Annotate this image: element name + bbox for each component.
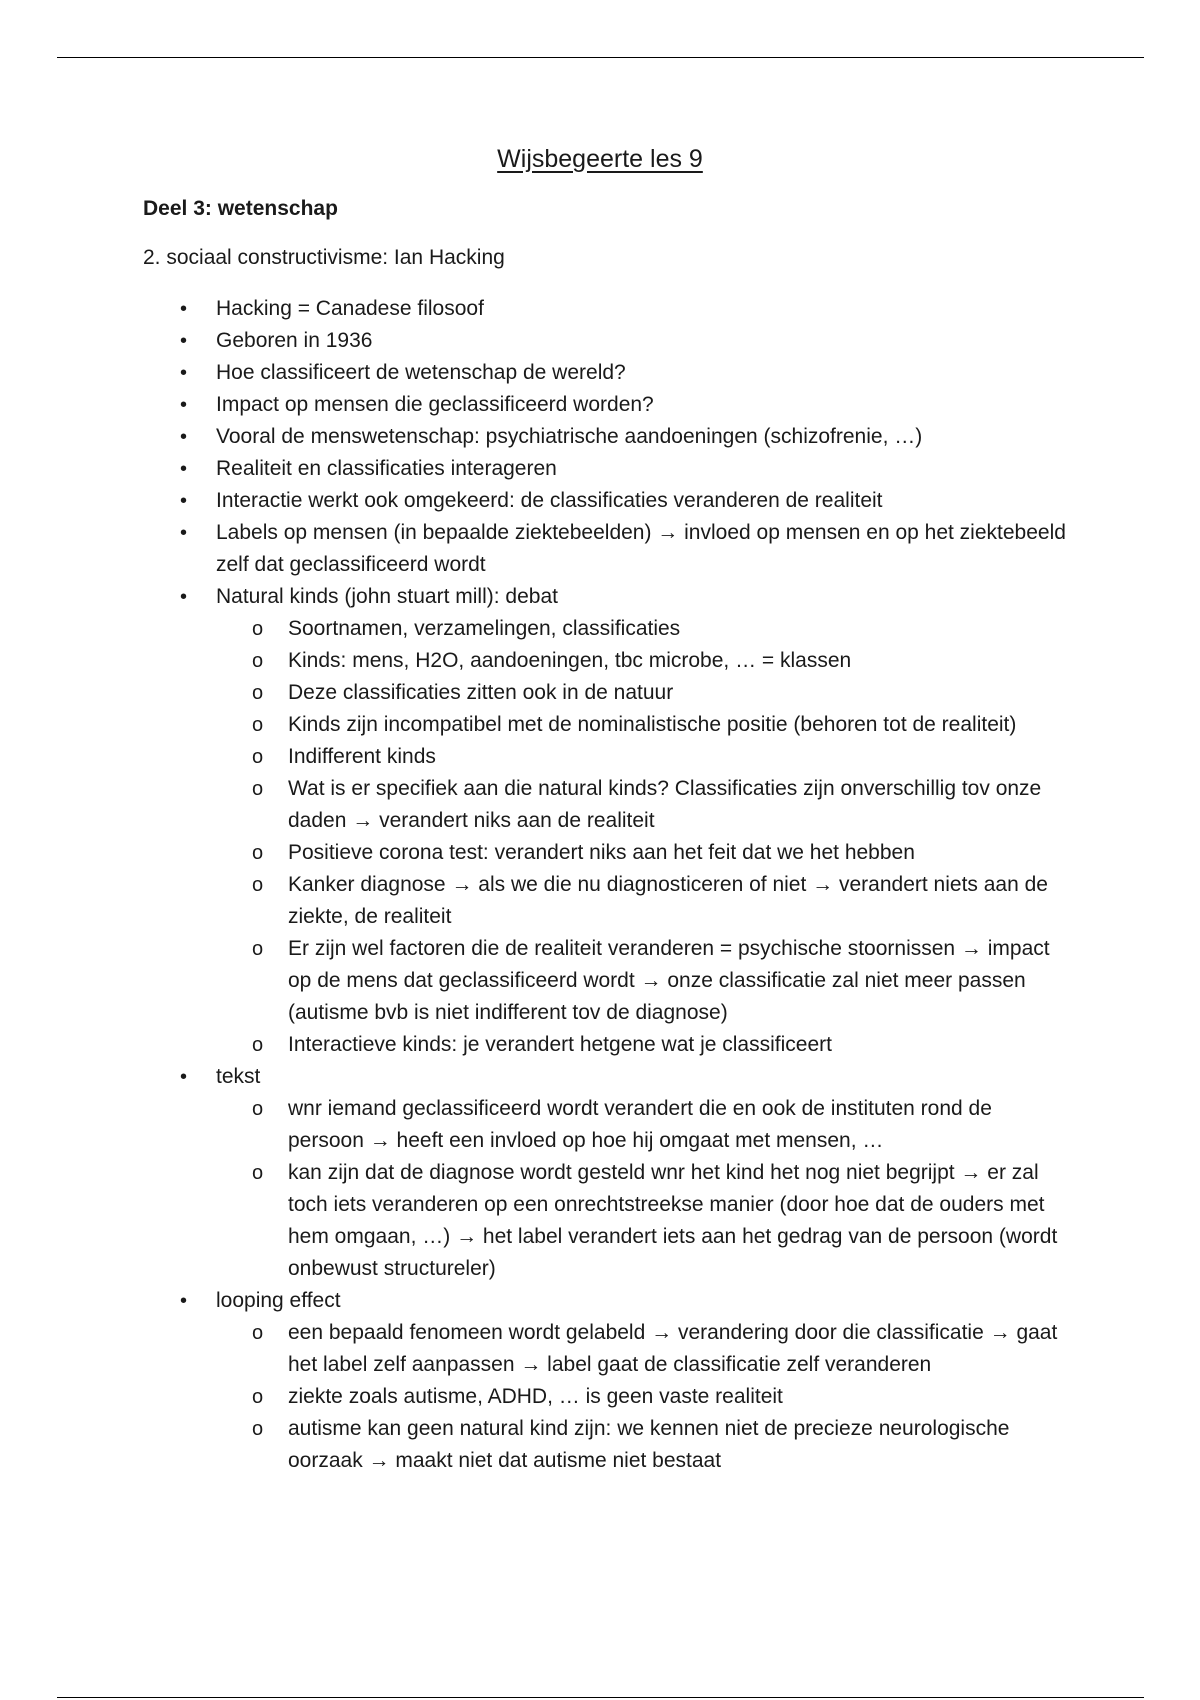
list-item-text: Natural kinds (john stuart mill): debat	[216, 585, 558, 608]
sub-bullet-marker: o	[252, 1034, 264, 1056]
sub-list-item	[216, 1093, 1100, 1157]
list-item	[0, 1061, 1100, 1285]
sub-bullet-marker: o	[252, 842, 264, 864]
list-item	[0, 325, 1100, 357]
sub-list-item	[216, 1317, 1100, 1381]
sub-list-item-text: autisme kan geen natural kind zijn: we kennen niet de precieze neurologische oorzaak → maakt niet dat autisme niet bestaat	[288, 1417, 1010, 1472]
sub-list-item-text: Kanker diagnose → als we die nu diagnosticeren of niet → verandert niets aan de ziekte, de realiteit	[288, 873, 1048, 928]
footer-rule	[57, 1697, 1144, 1698]
document-title: Wijsbegeerte les 9	[497, 145, 703, 173]
sub-list	[216, 613, 1100, 1061]
sub-bullet-marker: o	[252, 938, 264, 960]
sub-list-item	[216, 837, 1100, 869]
list-item	[0, 357, 1100, 389]
sub-bullet-marker: o	[252, 1098, 264, 1120]
list-item	[0, 581, 1100, 1061]
sub-list-item-text: Wat is er specifiek aan die natural kinds? Classificaties zijn onverschillig tov onze daden → verandert niks aan de realiteit	[288, 777, 1042, 832]
sub-bullet-marker: o	[252, 1162, 264, 1184]
sub-bullet-marker: o	[252, 1418, 264, 1440]
sub-bullet-marker: o	[252, 714, 264, 736]
sub-list	[216, 1093, 1100, 1285]
sub-bullet-marker: o	[252, 1322, 264, 1344]
notes-list	[0, 293, 1100, 1477]
list-item-text: Hacking = Canadese filosoof	[216, 297, 484, 320]
sub-list-item-text: Positieve corona test: verandert niks aan het feit dat we het hebben	[288, 841, 915, 864]
sub-list-item	[216, 645, 1100, 677]
list-item-text: Realiteit en classificaties interageren	[216, 457, 557, 480]
list-item	[0, 421, 1100, 453]
list-item	[0, 517, 1100, 581]
sub-list-item	[216, 933, 1100, 1029]
sub-list-item	[216, 709, 1100, 741]
sub-list-item-text: ziekte zoals autisme, ADHD, … is geen vaste realiteit	[288, 1385, 783, 1408]
bullet-marker: •	[180, 394, 188, 416]
list-item-text: Interactie werkt ook omgekeerd: de classificaties veranderen de realiteit	[216, 489, 883, 512]
sub-list-item-text: Interactieve kinds: je verandert hetgene wat je classificeert	[288, 1033, 832, 1056]
header-rule	[57, 57, 1144, 58]
section-heading: Deel 3: wetenschap	[143, 197, 338, 220]
list-item	[0, 389, 1100, 421]
sub-list-item	[216, 677, 1100, 709]
bullet-marker: •	[180, 362, 188, 384]
sub-list-item	[216, 1381, 1100, 1413]
list-item-text: Hoe classificeert de wetenschap de wereld?	[216, 361, 626, 384]
bullet-marker: •	[180, 298, 188, 320]
bullet-marker: •	[180, 1066, 188, 1088]
list-item	[0, 1285, 1100, 1477]
sub-list-item-text: wnr iemand geclassificeerd wordt verandert die en ook de instituten rond de persoon → heeft een invloed op hoe hij omgaat met mensen, …	[288, 1097, 992, 1152]
sub-bullet-marker: o	[252, 1386, 264, 1408]
sub-bullet-marker: o	[252, 650, 264, 672]
sub-list-item-text: Indifferent kinds	[288, 745, 436, 768]
list-item-text: tekst	[216, 1065, 261, 1088]
bullet-marker: •	[180, 426, 188, 448]
sub-bullet-marker: o	[252, 682, 264, 704]
list-item	[0, 485, 1100, 517]
sub-list-item	[216, 1029, 1100, 1061]
sub-bullet-marker: o	[252, 618, 264, 640]
subsection-heading: 2. sociaal constructivisme: Ian Hacking	[143, 246, 505, 269]
list-item-text: looping effect	[216, 1289, 341, 1312]
sub-list-item	[216, 741, 1100, 773]
list-item-text: Labels op mensen (in bepaalde ziektebeelden) → invloed op mensen en op het ziektebeeld zelf dat geclassificeerd wordt	[216, 521, 1066, 576]
list-item	[0, 453, 1100, 485]
sub-bullet-marker: o	[252, 746, 264, 768]
sub-bullet-marker: o	[252, 874, 264, 896]
sub-list-item-text: Kinds zijn incompatibel met de nominalistische positie (behoren tot de realiteit)	[288, 713, 1017, 736]
sub-list-item-text: Soortnamen, verzamelingen, classificaties	[288, 617, 681, 640]
sub-list-item	[216, 1413, 1100, 1477]
sub-list-item-text: Deze classificaties zitten ook in de natuur	[288, 681, 674, 704]
sub-list-item-text: Er zijn wel factoren die de realiteit veranderen = psychische stoornissen → impact op de mens dat geclassificeerd wordt → onze classificatie zal niet meer passen (autisme bvb is niet indifferent tov de diagnose)	[288, 937, 1050, 1024]
bullet-marker: •	[180, 330, 188, 352]
list-item-text: Vooral de menswetenschap: psychiatrische aandoeningen (schizofrenie, …)	[216, 425, 923, 448]
sub-list	[216, 1317, 1100, 1477]
bullet-marker: •	[180, 586, 188, 608]
sub-list-item	[216, 1157, 1100, 1285]
sub-list-item	[216, 613, 1100, 645]
sub-list-item-text: kan zijn dat de diagnose wordt gesteld wnr het kind het nog niet begrijpt → er zal toch iets veranderen op een onrechtstreekse manier (door hoe dat de ouders met hem omgaan, …) → het label verandert iets aan het gedrag van de persoon (wordt onbewust structureler)	[288, 1161, 1058, 1280]
bullet-marker: •	[180, 490, 188, 512]
list-item-text: Geboren in 1936	[216, 329, 373, 352]
sub-list-item-text: Kinds: mens, H2O, aandoeningen, tbc microbe, … = klassen	[288, 649, 852, 672]
sub-list-item	[216, 773, 1100, 837]
list-item	[0, 293, 1100, 325]
sub-list-item-text: een bepaald fenomeen wordt gelabeld → verandering door die classificatie → gaat het label zelf aanpassen → label gaat de classificatie zelf veranderen	[288, 1321, 1058, 1376]
bullet-marker: •	[180, 458, 188, 480]
bullet-marker: •	[180, 1290, 188, 1312]
sub-list-item	[216, 869, 1100, 933]
list-item-text: Impact op mensen die geclassificeerd worden?	[216, 393, 654, 416]
bullet-marker: •	[180, 522, 188, 544]
sub-bullet-marker: o	[252, 778, 264, 800]
